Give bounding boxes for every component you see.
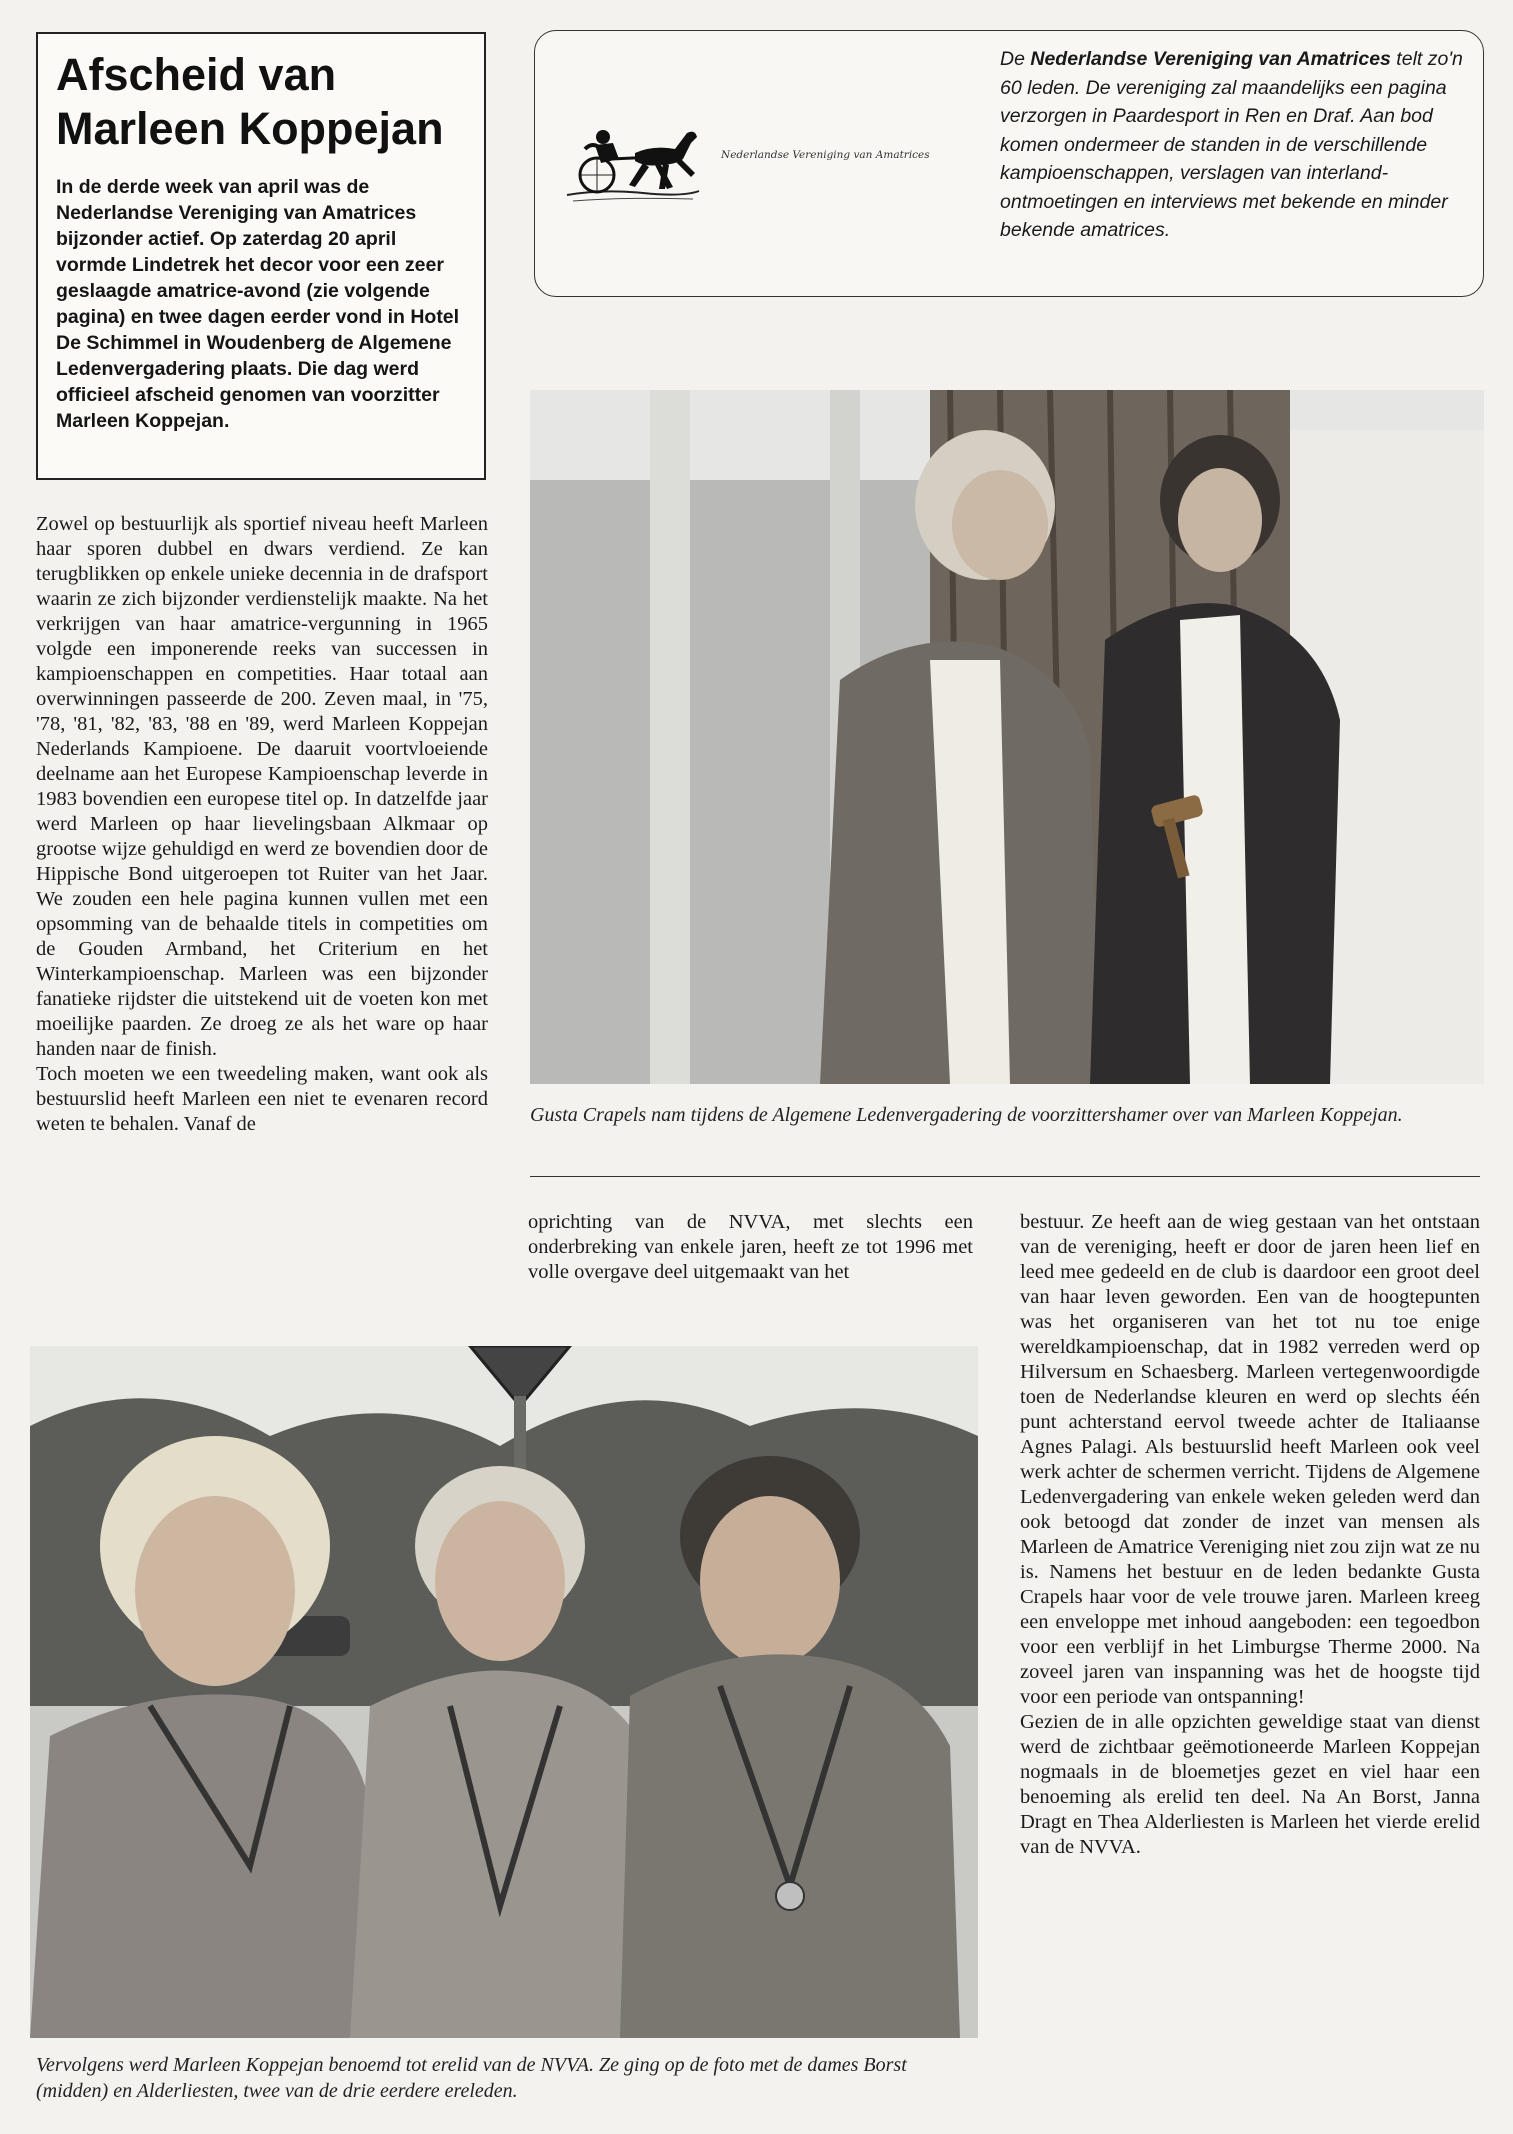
article-title-box bbox=[36, 32, 486, 480]
association-info-box bbox=[534, 30, 1484, 297]
photo-gavel-handover bbox=[530, 390, 1484, 1084]
association-text-prefix: De bbox=[1000, 48, 1031, 70]
article-paragraph: Zowel op bestuurlijk als sportief niveau heeft Marleen haar sporen dubbel en dwars verdiend. Ze kan terugblikken op enkele unieke decennia in de drafsport waarin ze zich bijzonder verdienstelijk maakte. Na het verkrijgen van haar amatrice-vergunning in 1965 volgde een imponerende reeks van successen in kampioenschappen en competities. Haar totaal aan overwinningen passeerde de 200. Zeven maal, in '75, '78, '81, '82, '83, '88 en '89, werd Marleen Koppejan Nederlands Kampioene. De daaruit voortvloeiende deelname aan het Europese Kampioenschap leverde in 1983 bovendien een europese titel op. In datzelfde jaar werd Marleen op haar lievelingsbaan Alkmaar op grootse wijze gehuldigd en werd ze bovendien door de Hippische Bond uitgeroepen tot Ruiter van het Jaar. We zouden een hele pagina kunnen vullen met een opsomming van de behaalde titels in competities om de Gouden Armband, het Criterium en het Winterkampioenschap. Marleen was een bijzonder fanatieke rijdster die uitstekend uit de voeten kon met moeilijke paarden. Ze droeg ze als het ware op haar handen naar de finish. bbox=[36, 513, 488, 1060]
association-text-rest: telt zo'n 60 leden. De vereniging zal maandelijks een pagina verzorgen in Paardesport in Ren en Draf. Aan bod komen ondermeer de standen in de verschillende kampioenschappen, verslagen van interland-ontmoetingen en interviews met bekende en minder bekende amatrices. bbox=[1000, 48, 1463, 241]
photo-caption: Gusta Crapels nam tijdens de Algemene Ledenvergadering de voorzittershamer over van Marleen Koppejan. bbox=[530, 1104, 1403, 1126]
article-title-line-1: Afscheid van bbox=[56, 49, 337, 100]
article-paragraph: oprichting van de NVVA, met slechts een onderbreking van enkele jaren, heeft ze tot 1996 met volle overgave deel uitgemaakt van het bbox=[528, 1211, 973, 1283]
article-title bbox=[56, 48, 466, 156]
association-description bbox=[1000, 45, 1470, 245]
association-logo-name: Nederlandse Vereniging van Amatrices bbox=[721, 149, 930, 161]
article-paragraph: Toch moeten we een tweedeling maken, want ook als bestuurslid heeft Marleen een niet te evenaren record weten te behalen. Vanaf de bbox=[36, 1063, 488, 1135]
article-column-3 bbox=[1020, 1210, 1480, 1860]
article-paragraph: bestuur. Ze heeft aan de wieg gestaan van het ontstaan van de vereniging, heeft er door de jaren heen lief en leed mee gedeeld en de club is daardoor een groot deel van haar leven geworden. Een van de hoogtepunten was het organiseren van het tot nu toe enige wereldkampioenschap, dat in 1982 verreden werd op Hilversum en Schaesberg. Marleen vertegenwoordigde toen de Nederlandse kleuren en werd op slechts één punt achterstand eervol tweede achter de Italiaanse Agnes Palagi. Als bestuurslid heeft Marleen ook veel werk achter de schermen verricht. Tijdens de Algemene Ledenvergadering van enkele weken geleden werd dan ook betoogd dat zonder de inzet van mensen als Marleen de Amatrice Vereniging niet zou zijn wat ze nu is. Namens het bestuur en de leden bedankte Gusta Crapels haar voor de vele trouwe jaren. Marleen kreeg een enveloppe met inhoud aangeboden: een tegoedbon voor een verblijf in het Limburgse Therme 2000. Na zoveel jaren van inspanning was het de hoogste tijd voor een periode van ontspanning! bbox=[1020, 1211, 1480, 1708]
article-column-2 bbox=[528, 1210, 973, 1285]
article-column-1 bbox=[36, 512, 488, 1137]
article-paragraph: Gezien de in alle opzichten geweldige staat van dienst werd de zichtbaar geëmotioneerde Marleen Koppejan nogmaals in de bloemetjes gezet en viel haar een benoeming als erelid ten deel. Na An Borst, Janna Dragt en Thea Alderliesten is Marleen het vierde erelid van de NVVA. bbox=[1020, 1711, 1480, 1858]
association-text-bold: Nederlandse Vereniging van Amatrices bbox=[1030, 48, 1391, 70]
photo-honorary-members bbox=[30, 1346, 978, 2038]
article-title-line-2: Marleen Koppejan bbox=[56, 103, 444, 154]
section-divider bbox=[530, 1176, 1480, 1177]
harness-racing-logo-icon bbox=[563, 119, 703, 209]
article-intro: In de derde week van april was de Nederlandse Vereniging van Amatrices bijzonder actief. Op zaterdag 20 april vormde Lindetrek het decor voor een zeer geslaagde amatrice-avond (zie volgende pagina) en twee dagen eerder vond in Hotel De Schimmel in Woudenberg de Algemene Ledenvergadering plaats. Die dag werd officieel afscheid genomen van voorzitter Marleen Koppejan. bbox=[56, 176, 460, 432]
photo-caption: Vervolgens werd Marleen Koppejan benoemd tot erelid van de NVVA. Ze ging op de foto met de dames Borst (midden) en Alderliesten, twee van de drie eerdere ereleden. bbox=[36, 2054, 907, 2102]
